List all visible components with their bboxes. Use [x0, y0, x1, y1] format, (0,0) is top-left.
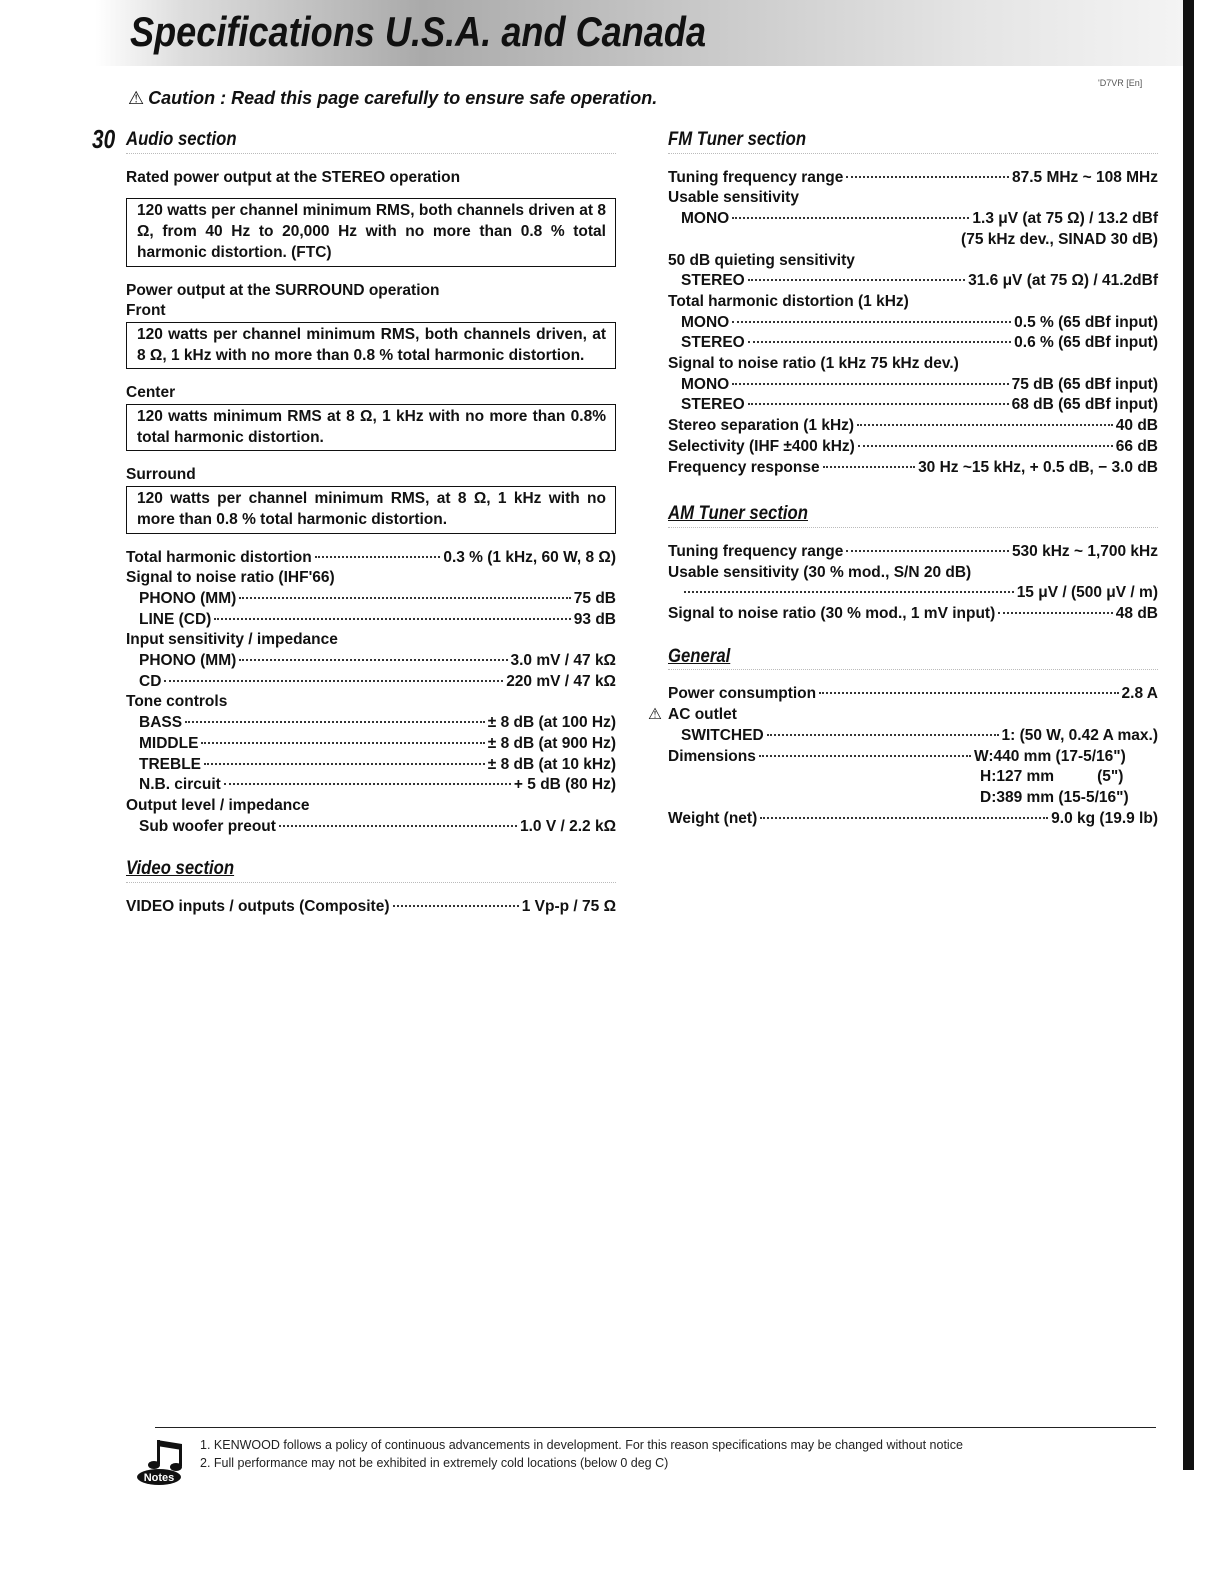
video-section-heading: Video section: [126, 859, 616, 883]
input-sensitivity-label: Input sensitivity / impedance: [126, 631, 338, 649]
notes-divider: [155, 1427, 1156, 1428]
fm-usable-label: Usable sensitivity: [668, 189, 799, 207]
power-consumption-row: Power consumption 2.8 A: [668, 685, 1158, 703]
treble-row: TREBLE ± 8 dB (at 10 kHz): [139, 755, 616, 773]
fm-section-heading: FM Tuner section: [668, 130, 1158, 154]
front-box: 120 watts per channel minimum RMS, both channels driven, at 8 Ω, 1 kHz with no more than 0.8 % total harmonic distortion.: [126, 322, 616, 369]
audio-section-heading: Audio section: [126, 130, 616, 154]
am-section-heading: AM Tuner section: [668, 504, 1158, 528]
dimension-depth: D:389 mm (15-5/16"): [980, 788, 1129, 806]
fm-selectivity-row: Selectivity (IHF ±400 kHz) 66 dB: [668, 437, 1158, 455]
weight-row: Weight (net) 9.0 kg (19.9 lb): [668, 809, 1158, 827]
am-snr-row: Signal to noise ratio (30 % mod., 1 mV input) 48 dB: [668, 605, 1158, 623]
fm-mono-row: MONO 1.3 μV (at 75 Ω) / 13.2 dBf: [681, 210, 1158, 228]
dimension-height: H:127 mm (5"): [980, 768, 1124, 786]
fm-tuning-row: Tuning frequency range 87.5 MHz ~ 108 MHz: [668, 168, 1158, 186]
notes-icon: [135, 1436, 187, 1488]
left-column: [126, 130, 616, 918]
video-io-row: VIDEO inputs / outputs (Composite) 1 Vp-p / 75 Ω: [126, 898, 616, 916]
fm-quieting-label: 50 dB quieting sensitivity: [668, 251, 855, 269]
fm-stereo-row: STEREO 31.6 μV (at 75 Ω) / 41.2dBf: [681, 272, 1158, 290]
fm-separation-row: Stereo separation (1 kHz) 40 dB: [668, 417, 1158, 435]
output-level-label: Output level / impedance: [126, 796, 310, 814]
snr-phono-row: PHONO (MM) 75 dB: [139, 589, 616, 607]
fm-snr-label: Signal to noise ratio (1 kHz 75 kHz dev.): [668, 355, 959, 373]
warning-triangle-icon: ⚠: [648, 706, 662, 724]
snr-line-row: LINE (CD) 93 dB: [139, 610, 616, 628]
center-box: 120 watts minimum RMS at 8 Ω, 1 kHz with no more than 0.8% total harmonic distortion.: [126, 404, 616, 451]
fm-mono-note: (75 kHz dev., SINAD 30 dB): [961, 230, 1158, 248]
thd-row: Total harmonic distortion 0.3 % (1 kHz, 60 W, 8 Ω): [126, 548, 616, 566]
page-number: 30: [92, 124, 116, 154]
tone-controls-label: Tone controls: [126, 693, 228, 711]
fm-thd-stereo-row: STEREO 0.6 % (65 dBf input): [681, 334, 1158, 352]
page-edge-bar: [1183, 0, 1194, 1470]
center-label: Center: [126, 384, 176, 402]
input-cd-row: CD 220 mV / 47 kΩ: [139, 672, 616, 690]
dimensions-row: Dimensions W:440 mm (17-5/16"): [668, 747, 1126, 765]
input-phono-row: PHONO (MM) 3.0 mV / 47 kΩ: [139, 652, 616, 670]
bass-row: BASS ± 8 dB (at 100 Hz): [139, 714, 616, 732]
fm-snr-stereo-row: STEREO 68 dB (65 dBf input): [681, 396, 1158, 414]
rated-power-box: 120 watts per channel minimum RMS, both channels driven at 8 Ω, from 40 Hz to 20,000 Hz with no more than 0.8 % total harmonic distortion. (FTC): [126, 198, 616, 266]
am-usable-row: 15 μV / (500 μV / m): [668, 583, 1158, 604]
notes-icon-label: Notes: [143, 1472, 175, 1484]
ac-outlet-label: ⚠ AC outlet: [668, 705, 1158, 726]
snr-label: Signal to noise ratio (IHF'66): [126, 569, 335, 587]
sub-woofer-row: Sub woofer preout 1.0 V / 2.2 kΩ: [139, 817, 616, 835]
fm-snr-mono-row: MONO 75 dB (65 dBf input): [681, 375, 1158, 393]
surround-box: 120 watts per channel minimum RMS, at 8 Ω, 1 kHz with no more than 0.8 % total harmonic distortion.: [126, 486, 616, 533]
caution-text: Caution : Read this page carefully to ensure safe operation.: [148, 88, 658, 108]
front-label: Front: [126, 302, 166, 320]
page-title: Specifications U.S.A. and Canada: [130, 8, 707, 55]
warning-triangle-icon: ⚠: [128, 88, 145, 108]
rated-power-label: Rated power output at the STEREO operation: [126, 168, 461, 186]
model-code: 'D7VR [En]: [1098, 78, 1143, 88]
fm-thd-label: Total harmonic distortion (1 kHz): [668, 292, 909, 310]
surround-label: Surround: [126, 466, 196, 484]
right-column: [648, 129, 1158, 829]
am-tuning-row: Tuning frequency range 530 kHz ~ 1,700 kHz: [668, 542, 1158, 560]
surround-power-label: Power output at the SURROUND operation: [126, 281, 440, 299]
switched-row: SWITCHED 1: (50 W, 0.42 A max.): [681, 726, 1158, 744]
note-2: 2. Full performance may not be exhibited in extremely cold locations (below 0 deg C): [200, 1456, 669, 1470]
fm-thd-mono-row: MONO 0.5 % (65 dBf input): [681, 313, 1158, 331]
middle-row: MIDDLE ± 8 dB (at 900 Hz): [139, 734, 616, 752]
note-1: 1. KENWOOD follows a policy of continuous advancements in development. For this reason specifications may be changed without notice: [200, 1438, 963, 1452]
fm-freq-row: Frequency response 30 Hz ~15 kHz, + 0.5 dB, − 3.0 dB: [668, 458, 1158, 476]
nb-circuit-row: N.B. circuit + 5 dB (80 Hz): [139, 776, 616, 794]
caution-notice: [128, 88, 657, 109]
general-section-heading: General: [668, 647, 1158, 671]
am-usable-label: Usable sensitivity (30 % mod., S/N 20 dB): [668, 563, 972, 581]
